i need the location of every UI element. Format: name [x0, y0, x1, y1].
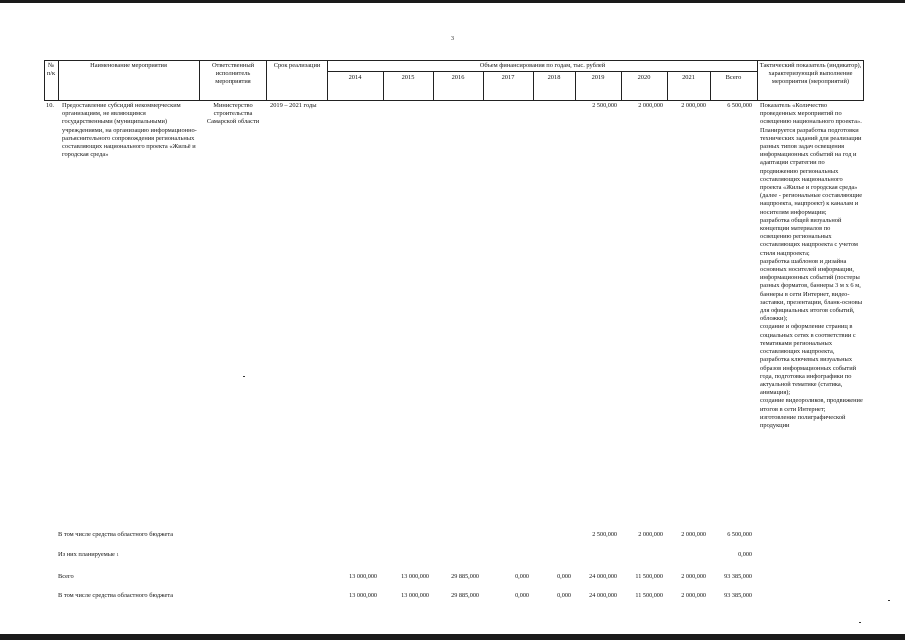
scan-edge-top	[0, 0, 905, 3]
summary-value: 2 500,000	[592, 531, 617, 538]
row-number: 10.	[46, 102, 54, 109]
summary-value: 0,000	[557, 592, 571, 599]
summary-label: В том числе средства областного бюджета	[58, 592, 174, 599]
summary-label: Из них планируемые $^1$	[58, 551, 119, 558]
header-funding: Объем финансирования по годам, тыс. рублей	[479, 62, 606, 69]
page-number: 3	[451, 36, 454, 42]
summary-value: 29 885,000	[451, 573, 479, 580]
row-value: 2 000,000	[638, 102, 663, 109]
header-year: 2017	[501, 74, 515, 81]
scan-speck	[859, 622, 861, 623]
header-year: 2014	[348, 74, 362, 81]
header-number: № п/к	[46, 62, 56, 78]
header-year: 2018	[547, 74, 561, 81]
summary-value: 0,000	[557, 573, 571, 580]
row-responsible: Министерство строительства Самарской области	[206, 102, 260, 126]
summary-label: В том числе средства областного бюджета	[58, 531, 174, 538]
scan-speck	[243, 376, 245, 377]
summary-value: 2 000,000	[681, 573, 706, 580]
summary-value: 29 885,000	[451, 592, 479, 599]
summary-value: 2 000,000	[681, 592, 706, 599]
row-value: 2 000,000	[681, 102, 706, 109]
scan-edge-bottom	[0, 634, 905, 640]
header-total: Всего	[725, 74, 742, 81]
summary-total: 93 385,000	[724, 573, 752, 580]
summary-value: 0,000	[515, 592, 529, 599]
header-year: 2020	[637, 74, 651, 81]
summary-value: 13 000,000	[349, 592, 377, 599]
header-year: 2021	[682, 74, 695, 81]
header-responsible: Ответственный исполнитель мероприятия	[211, 62, 255, 86]
row-term: 2019 – 2021 годы	[270, 102, 317, 109]
summary-label: Всего	[58, 573, 74, 580]
row-value: 2 500,000	[592, 102, 617, 109]
summary-value: 13 000,000	[349, 573, 377, 580]
header-indicator: Тактический показатель (индикатор), характеризующий выполнение мероприятия (мероприятий)	[759, 62, 862, 86]
summary-value: 2 000,000	[681, 531, 706, 538]
summary-value: 24 000,000	[589, 592, 617, 599]
summary-value: 13 000,000	[401, 592, 429, 599]
summary-value: 11 500,000	[635, 592, 663, 599]
header-year: 2016	[451, 74, 465, 81]
scan-speck	[888, 600, 890, 601]
row-name: Предоставление субсидий некоммерческим организациям, не являющимся государственными (муниципальными) учреждениями, на организацию информационно-разъяснительного сопровождения региональных составляющих национального проекта «Жильё и городская среда»	[62, 102, 197, 159]
header-name: Наименование мероприятия	[90, 62, 167, 69]
row-total: 6 500,000	[727, 102, 752, 109]
summary-total: 93 385,000	[724, 592, 752, 599]
summary-value: 13 000,000	[401, 573, 429, 580]
summary-value: 2 000,000	[638, 531, 663, 538]
summary-value: 24 000,000	[589, 573, 617, 580]
row-indicator: Показатель «Количество проведенных мероприятий по освещению национального проекта». Планируется разработка подготовки технических заданий для реализации разных типов задач освещения информационных событий на год и адаптации стратегии по продвижению региональных составляющих национального проекта «Жилье и городская среда» (далее - региональные составляющие нацпроекта, нацпроект) к каналам и носителям информации; разработка общей визуальной концепции материалов по освещению региональных составляющих нацпроекта с учетом стиля нацпроекта; разработка шаблонов и дизайна основных носителей информации, информационных событий (постеры разных форматов, баннеры 3 м х 6 м, баннеры в сети Интернет, видео-заставки, презентации, бланк-основы для официальных итогов событий, обложки); создание и оформление страниц в социальных сетях в соответствии с тематиками региональных составляющих нацпроекта, разработка ключевых визуальных образов информационных событий года, подготовка инфографики по актуальной тематике (статика, анимация); создание видеороликов, продвижение итогов в сети Интернет; изготовление полиграфической продукции	[760, 102, 863, 429]
header-term: Срок реализации	[273, 62, 321, 69]
summary-value: 0,000	[515, 573, 529, 580]
summary-total: 6 500,000	[727, 531, 752, 538]
header-year: 2019	[591, 74, 605, 81]
header-year: 2015	[401, 74, 415, 81]
summary-total: 0,000	[738, 551, 752, 558]
summary-value: 11 500,000	[635, 573, 663, 580]
